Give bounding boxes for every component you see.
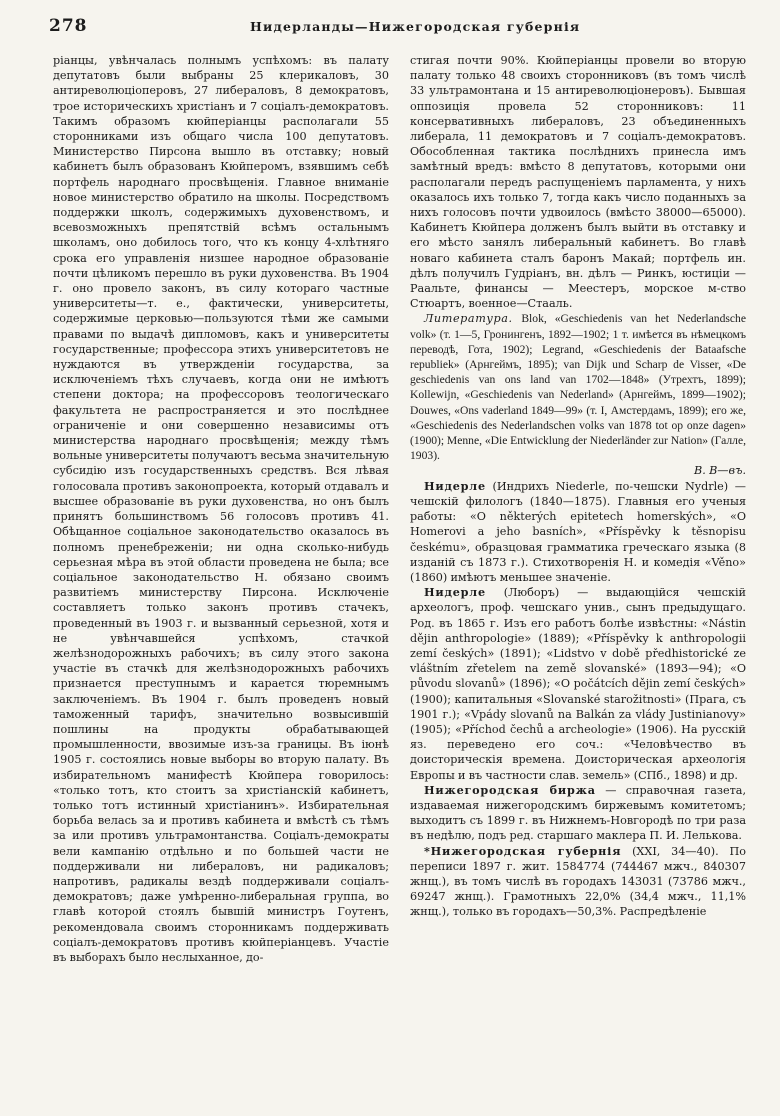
entry-text: — справочная газета, издаваемая нижегородскимъ биржевымъ комитетомъ; выходитъ съ 1899 г. въ Нижнемъ-Новгородѣ по три раза въ недѣлю, подъ ред. старшаго маклера П. И. Лелькова. — [410, 783, 747, 843]
literature-label: Литература. — [424, 312, 513, 326]
entry-nizhegorodskaya-birzha — [410, 783, 746, 844]
article-continuation: стигая почти 90%. Кюйперіанцы провели во вторую палату только 48 своихъ сторонниковъ (въ томъ числѣ 33 ультрамонтана и 15 антиреволюціонеровъ). Бывшая оппозиція провела 52 сторонниковъ: 11 консервативныхъ либераловъ, 23 объединенныхъ либерала, 11 демократовъ и 7 соціалъ-демократовъ. Обособленная тактика послѣднихъ принесла имъ замѣтный вредъ: вмѣсто 8 депутатовъ, которыми они располагали передъ распущеніемъ парламента, у нихъ оказалось ихъ только 7, тогда какъ число поданныхъ за нихъ голосовъ почти удвоилось (вмѣсто 38000—65000). Кабинетъ Кюйпера долженъ былъ выйти въ отставку и его мѣсто занялъ либеральный кабинетъ. Во главѣ новаго кабинета сталъ баронъ Макай; портфель ин. дѣлъ получилъ Гудріанъ, вн. дѣлъ — Ринкъ, юстиціи — Раальте, финансы — Меестеръ, морское м-ство Стюартъ, военное—Стааль. — [410, 54, 746, 311]
entry-headword: Нидерле — [424, 585, 486, 600]
running-head: Нидерланды—Нижегородская губернія — [250, 19, 581, 34]
entry-nizhegorodskaya-guberniya — [410, 844, 746, 920]
entry-headword: Нидерле — [424, 478, 486, 493]
entry-text: (Индрихъ Niederle, по-чешски Nydrle) — чешскій филологъ (1840—1875). Главныя его ученыя работы: «O některých epitetech homerských», «O Homerovi a jeho basních», «Příspěvky k těsnopisu českému», образцовая грамматика греческаго языка (8 изданій съ 1873 г.). Стихотворенія Н. и комедія «Věno» (1860) имѣютъ меньшее значеніе. — [410, 479, 746, 584]
author-signature: В. В—въ. — [694, 464, 746, 478]
right-column — [410, 53, 746, 920]
article-text: ріанцы, увѣнчалась полнымъ успѣхомъ: въ палату депутатовъ были выбраны 25 клерикаловъ, 30 антиреволюціоперовъ, 27 либераловъ, 8 демократовъ, трое историческихъ христіанъ и 7 соціалъ-демократовъ. Такимъ образомъ кюйперіанцы располагали 55 сторонниками изъ общаго числа 100 депутатовъ. Министерство Пирсона вышло въ отставку; новый кабинетъ былъ образованъ Кюйперомъ, взявшимъ себѣ портфель народнаго просвѣщенія. Главное вниманіе новое министерство обратило на школы. Посредствомъ поддержки школъ, содержимыхъ духовенствомъ, и всевозможныхъ препятствій всѣмъ остальнымъ школамъ, оно добилось того, что къ концу 4-хлѣтняго срока его управленія низшее народное образованіе почти цѣликомъ перешло въ руки духовенства. Въ 1904 г. оно провело законъ, въ силу котораго частные университеты—т. е., фактически, университеты, содержимые церковью—пользуются тѣми же самыми правами по выдачѣ дипломовъ, какъ и университеты государственные; профессора этихъ университетовъ не нуждаются въ утвержденіи государства, за исключеніемъ тѣхъ случаевъ, когда они не имѣютъ степени доктора; на профессоровъ теологическаго факультета не распространяется и это послѣднее ограниченіе и они совершенно независимы отъ министерства народнаго просвѣщенія; между тѣмъ вольные университеты получаютъ весьма значительную субсидію изъ государственныхъ средствъ. Вся лѣвая голосовала противъ законопроекта, который отдавалъ и высшее образованіе въ руки духовенства, но онъ былъ принятъ большинствомъ 56 голосовъ противъ 41. Обѣщанное соціальное законодательство оказалось въ полномъ пренебреженіи; ни одна сколько-нибудь серьезная мѣра въ этой области проведена не была; все соціальное законодательство Н. обязано своимъ развитіемъ министерству Пирсона. Исключеніе составляетъ только законъ противъ стачекъ, проведенный въ 1903 г. и вызванный серьезной, хотя и не увѣнчавшейся успѣхомъ, стачкой желѣзнодорожныхъ рабочихъ; въ силу этого закона участіе въ стачкѣ для желѣзнодорожныхъ рабочихъ признается преступнымъ и карается тюремнымъ заключеніемъ. Въ 1904 г. былъ проведенъ новый таможенный тарифъ, значительно возвысившій пошлины на продукты обрабатывающей промышленности, ввозимые изъ-за границы. Въ іюнѣ 1905 г. состоялись новые выборы во вторую палату. Въ избирательномъ манифестѣ Кюйпера говорилось: «только тотъ, кто стоитъ за христіанскій кабинетъ, только тотъ истинный христіанинъ». Избирательная борьба велась за и противъ кабинета и вмѣстѣ съ тѣмъ за или противъ ультрамонтанства. Соціалъ-демократы вели кампанію отдѣльно и по большей части не поддерживали ни либераловъ, ни радикаловъ; напротивъ, радикалы вездѣ поддерживали соціалъ-демократовъ; даже умѣренно-либеральная группа, во главѣ которой стоялъ бывшій министръ Гоутенъ, рекомендовала своимъ сторонникамъ поддерживать соціалъ-демократовъ противъ кюйперіанцевъ. Участіе въ выборахъ было неслыханное, до- — [53, 54, 389, 964]
literature-paragraph — [410, 311, 746, 478]
entry-niederle-lubor — [410, 585, 746, 783]
page-header — [0, 14, 780, 44]
entry-headword: *Нижегородская губернія — [424, 843, 622, 858]
entry-niederle-indrikh — [410, 479, 746, 585]
entry-text: (XXI, 34—40). По переписи 1897 г. жит. 1584774 (744467 мжч., 840307 жнщ.), въ томъ числѣ въ городахъ 143031 (73786 мжч., 69247 жнщ.). Грамотныхъ 22,0% (34,4 мжч., 11,1% жнщ.), только въ городахъ—50,3%. Распредѣленіе — [410, 844, 747, 919]
text-columns — [53, 53, 746, 1103]
left-column — [53, 53, 389, 965]
entry-headword: Нижегородская биржа — [424, 782, 596, 797]
literature-text: Blok, «Geschiedenis van het Nederlandsche volk» (т. 1—5, Гронингенъ, 1892—1902; 1 т. имѣется въ нѣмецкомъ переводѣ, Гота, 1902); Legrand, «Geschiedenis der Bataafsche republiek» (Арнгеймъ, 1895); van Dijk und Scharp de Visser, «De geschiedenis van ons land van 1702—1848» (Утрехтъ, 1899); Kollewijn, «Geschiedenis van Nederland» (Арнгеймъ, 1899—1902); Douwes, «Ons vaderland 1849—99» (т. I, Амстердамъ, 1899); его же, «Geschiedenis des Nederlandschen volks van 1878 tot op onze dagen» (1900); Menne, «Die Entwicklung der Niederländer zur Nation» (Галле, 1903). — [410, 312, 746, 463]
page-number: 278 — [49, 16, 88, 36]
entry-text: (Люборъ) — выдающійся чешскій археологъ, проф. чешскаго унив., сынъ предыдущаго. Род. въ 1865 г. Изъ его работъ болѣе извѣстны: «Nástin dějin anthropologie» (1889); «Příspěvky k anthropologii zemí českých» (1891); «Lidstvo v době předhistorické ze vláštním zřetelem na země slovanské» (1893—94); «O původu slovanů» (1896); «O počátcích dějin zemí českých» (1900); капитальныя «Slovanské starožitnosti» (Прага, съ 1901 г.); «Vpády slovanů na Balkán za vlády Justinianovy» (1905); «Příchod čechů a archeologie» (1906). На русскій яз. переведено его соч.: «Человѣчество въ доисторическія времена. Доисторическая археологія Европы и въ частности слав. земель» (СПб., 1898) и др. — [410, 586, 746, 782]
